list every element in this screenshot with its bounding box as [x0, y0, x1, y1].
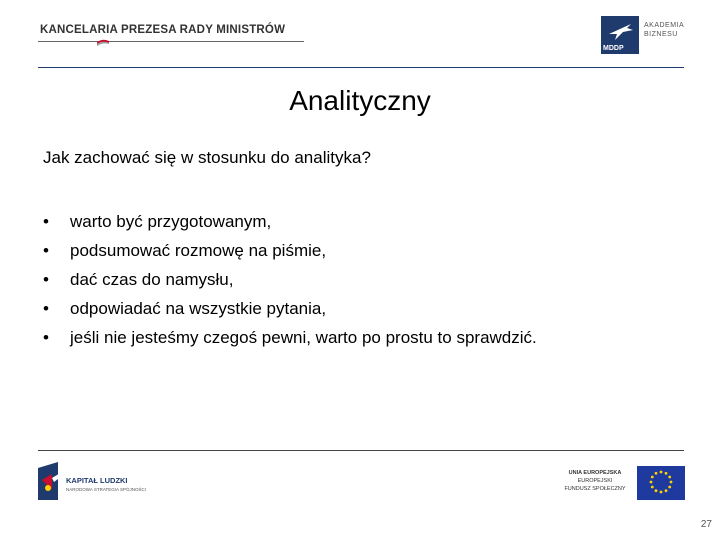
plane-icon: [601, 16, 639, 46]
bullet-text: warto być przygotowanym,: [70, 212, 272, 231]
mddp-label: MDDP: [603, 45, 624, 52]
kapital-ludzki-subtitle: NARODOWA STRATEGIA SPÓJNOŚCI: [66, 487, 147, 492]
akademia-line1: AKADEMIA: [644, 22, 685, 29]
bullet-text: jeśli nie jesteśmy czegoś pewni, warto po prostu to sprawdzić.: [70, 328, 537, 347]
slide-subtitle: Jak zachować się w stosunku do analityka?: [43, 148, 371, 167]
polish-flag-icon: [96, 38, 110, 48]
page-number: 27: [700, 519, 712, 530]
bullet-text: odpowiadać na wszystkie pytania,: [70, 299, 327, 318]
kprm-logo-underline: [38, 41, 304, 42]
slide-title: Analityczny: [289, 85, 431, 116]
eu-logo-line3: FUNDUSZ SPOŁECZNY: [564, 486, 626, 492]
bullet-marker: •: [43, 270, 49, 289]
bullet-text: dać czas do namysłu,: [70, 270, 234, 289]
bullet-item: [43, 207, 537, 236]
mddp-logo: [601, 16, 691, 56]
kapital-ludzki-title: KAPITAŁ LUDZKI: [66, 476, 128, 485]
eu-efs-logo: [560, 466, 686, 502]
kapital-ludzki-emblem-icon: [38, 462, 64, 500]
eu-logo-text: [560, 469, 630, 493]
bullet-item: [43, 265, 537, 294]
bullet-list: [43, 207, 537, 352]
header-divider: [38, 67, 684, 68]
kapital-ludzki-logo: [38, 462, 158, 502]
bullet-item: [43, 236, 537, 265]
akademia-line2: BIZNESU: [644, 31, 678, 38]
eu-logo-line2: EUROPEJSKI: [577, 478, 613, 484]
footer-divider: [38, 450, 684, 451]
bullet-marker: •: [43, 212, 49, 231]
kprm-logo: [38, 22, 306, 54]
eu-flag-icon: [637, 466, 685, 500]
akademia-biznesu-text: [644, 21, 684, 39]
bullet-item: [43, 294, 537, 323]
bullet-marker: •: [43, 299, 49, 318]
eu-logo-line1: UNIA EUROPEJSKA: [568, 470, 622, 476]
bullet-item: [43, 323, 537, 352]
eu-stars-icon: [637, 466, 685, 500]
kprm-logo-text: KANCELARIA PREZESA RADY MINISTRÓW: [40, 24, 286, 36]
bullet-marker: •: [43, 328, 49, 347]
mddp-mark: [601, 16, 639, 54]
bullet-text: podsumować rozmowę na piśmie,: [70, 241, 327, 260]
bullet-marker: •: [43, 241, 49, 260]
